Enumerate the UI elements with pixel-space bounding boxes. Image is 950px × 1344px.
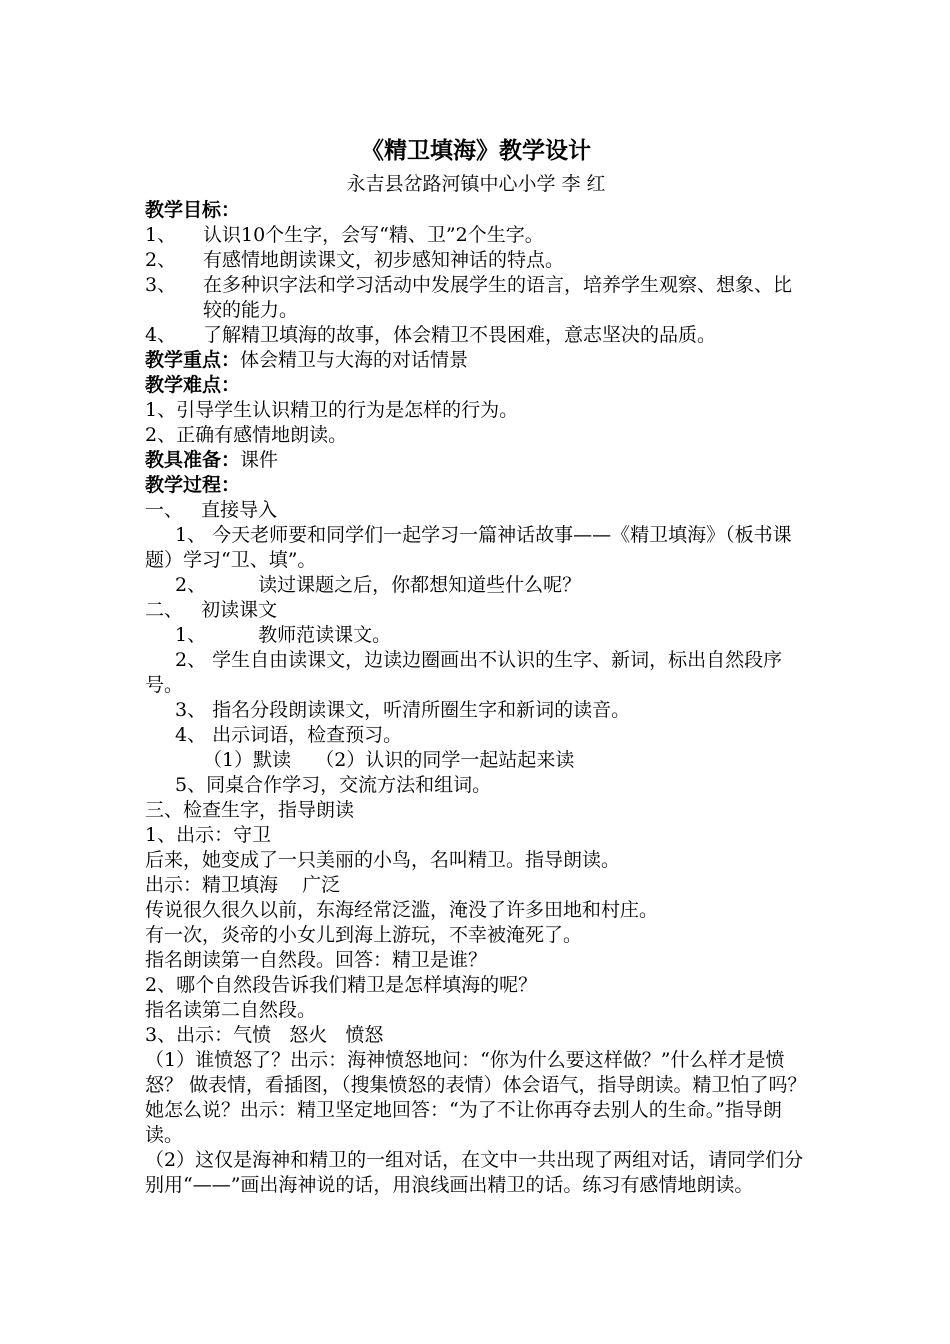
objective-item: [145, 273, 807, 323]
section-line: 有一次，炎帝的小女儿到海上游玩，不幸被淹死了。: [145, 924, 583, 946]
objective-item: [145, 323, 807, 348]
section-paragraph: 1、 今天老师要和同学们一起学习一篇神话故事——《精卫填海》（板书课题）学习“卫、填”。: [145, 524, 792, 571]
section-paragraph: 4、 出示词语，检查预习。: [175, 724, 403, 746]
objective-text: 了解精卫填海的故事，体会精卫不畏困难，意志坚决的品质。: [203, 324, 717, 346]
section-line: 2、哪个自然段告诉我们精卫是怎样填海的呢？: [145, 974, 538, 996]
objective-text: 认识10个生字，会写“精、卫”2个生字。: [203, 224, 544, 246]
objective-item: [145, 223, 807, 248]
objectives-heading: 教学目标：: [145, 199, 241, 221]
paragraph-number: 2、: [175, 574, 207, 596]
document-body: [145, 136, 807, 1198]
tools-line: [145, 448, 807, 473]
process-heading: 教学过程：: [145, 474, 241, 496]
objective-text: 有感情地朗读课文，初步感知神话的特点。: [203, 249, 565, 271]
objective-number: 2、: [145, 249, 177, 271]
section-title: 二、 初读课文: [145, 599, 278, 621]
section-line: 指名朗读第一自然段。回答：精卫是谁？: [145, 949, 488, 971]
difficulty-heading: 教学难点：: [145, 374, 241, 396]
key-point-label: 教学重点：: [145, 349, 241, 371]
key-point-text: 体会精卫与大海的对话情景: [240, 349, 469, 371]
section-line: 后来，她变成了一只美丽的小鸟，名叫精卫。指导朗读。: [145, 849, 621, 871]
paragraph-number: 1、: [175, 624, 207, 646]
section-line: 传说很久很久以前，东海经常泛滥，淹没了许多田地和村庄。: [145, 899, 659, 921]
objective-number: 3、: [145, 274, 177, 296]
document-title: 《精卫填海》教学设计: [361, 137, 591, 164]
section-line: 指名读第二自然段。: [145, 999, 317, 1021]
author-line: 永吉县岔路河镇中心小学 李 红: [346, 173, 606, 195]
section-paragraph: 5、同桌合作学习，交流方法和组词。: [175, 774, 492, 796]
section-subparagraph: （1）默读 （2）认识的同学一起站起来读: [203, 749, 575, 771]
tools-text: 课件: [240, 449, 279, 471]
tools-label: 教具准备：: [145, 449, 241, 471]
paragraph-text: 读过课题之后，你都想知道些什么呢？: [258, 574, 582, 596]
section-line: 3、出示：气愤 怒火 愤怒: [145, 1024, 384, 1046]
section-line: 1、出示：守卫: [145, 824, 272, 846]
objective-text: 在多种识字法和学习活动中发展学生的语言，培养学生观察、想象、比较的能力。: [203, 274, 793, 321]
section-title: 三、检查生字，指导朗读: [145, 799, 355, 821]
section-paragraph: [145, 623, 807, 648]
difficulty-item: 2、正确有感情地朗读。: [145, 424, 348, 446]
paragraph-text: 教师范读课文。: [258, 624, 392, 646]
objective-item: [145, 248, 807, 273]
section-paragraph: 3、 指名分段朗读课文，听清所圈生字和新词的读音。: [175, 699, 631, 721]
section-line: 出示：精卫填海 广泛: [145, 874, 341, 896]
section-paragraph: （1）谁愤怒了？出示：海神愤怒地问：“你为什么要这样做？”什么样才是愤怒？ 做表情，看插图，（搜集愤怒的表情）体会语气，指导朗读。精卫怕了吗？她怎么说？出示：精卫坚定地回答：“为了不让你再夺去别人的生命。”指导朗读。: [145, 1049, 807, 1146]
difficulty-item: 1、引导学生认识精卫的行为是怎样的行为。: [145, 399, 519, 421]
section-paragraph: （2）这仅是海神和精卫的一组对话，在文中一共出现了两组对话，请同学们分别用“——”画出海神说的话，用浪线画出精卫的话。练习有感情地朗读。: [145, 1149, 804, 1196]
section-title: 一、 直接导入: [145, 499, 278, 521]
section-paragraph: [145, 573, 807, 598]
section-paragraph: 2、 学生自由读课文，边读边圈画出不认识的生字、新词，标出自然段序号。: [145, 649, 783, 696]
objective-number: 1、: [145, 224, 177, 246]
objective-number: 4、: [145, 324, 177, 346]
key-point-line: [145, 348, 807, 373]
